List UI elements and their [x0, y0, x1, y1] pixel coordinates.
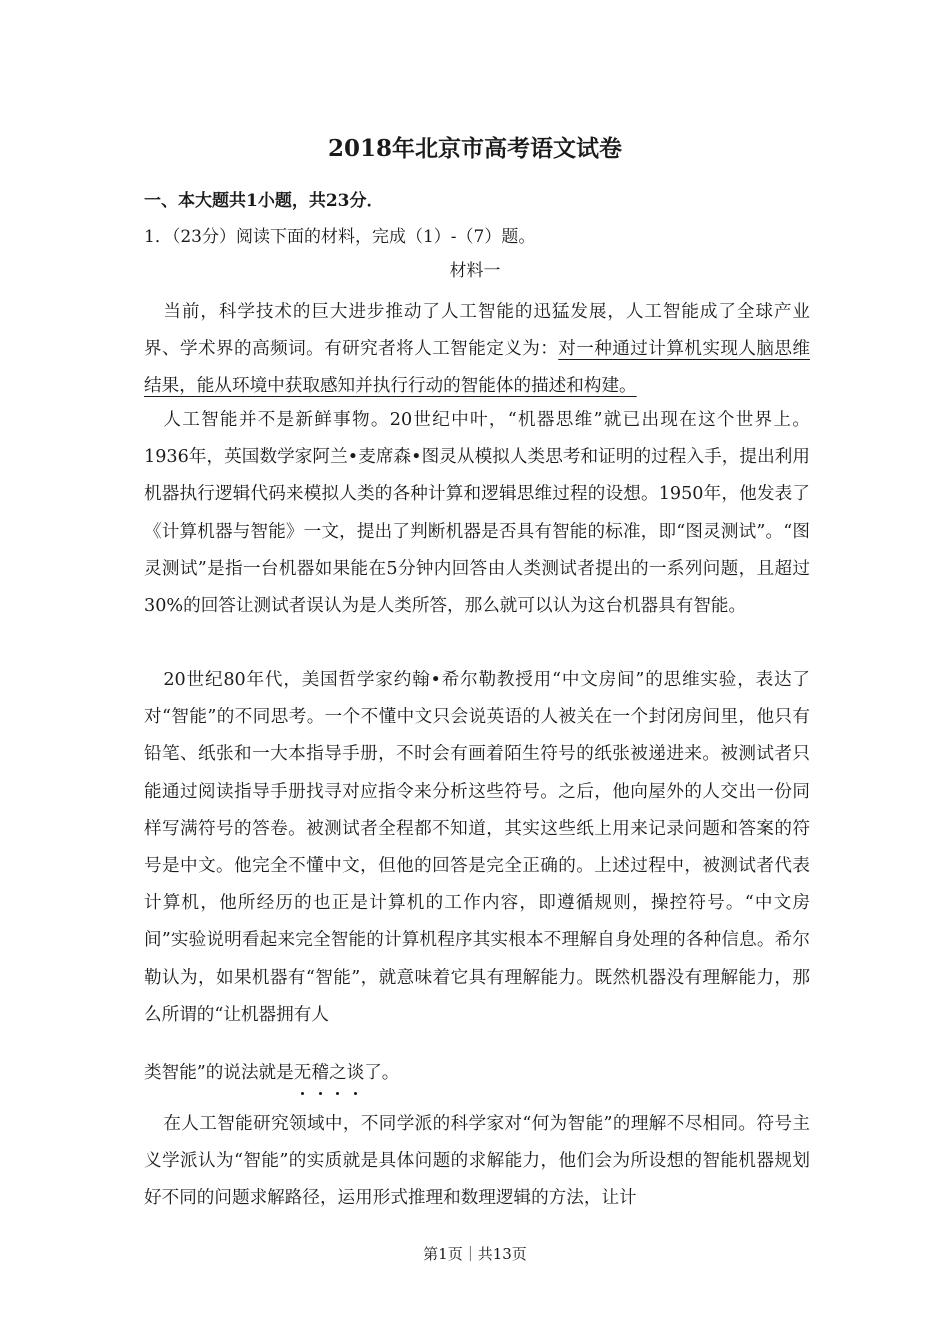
page-title: 2018年北京市高考语文试卷 [327, 135, 622, 162]
emphasis-char: 之 [329, 1058, 347, 1088]
emphasis-char: 谈 [347, 1058, 365, 1088]
paragraph-2: 人工智能并不是新鲜事物。20世纪中叶，“机器思维”就已出现在这个世界上。1936年，英国数学家阿兰•麦席森•图灵从模拟人类思考和证明的过程入手，提出利用机器执行逻辑代码来模拟人类的各种计算和逻辑思维过程的设想。1950年，他发表了《计算机器与智能》一文，提出了判断机器是否具有智能的标准，即“图灵测试”。“图灵测试”是指一台机器如果能在5分钟内回答由人类测试者提出的一系列问题，且超过30%的回答让测试者误认为是人类所答，那么就可以认为这台机器具有智能。 [144, 410, 810, 617]
paragraph-1-text: 当前，科学技术的巨大进步推动了人工智能的迅猛发展，人工智能成了全球产业界、学术界的高频词。有研究者将人工智能定义为： [144, 302, 810, 360]
paragraph-3: 20世纪80年代，美国哲学家约翰•希尔勒教授用“中文房间”的思维实验，表达了对“智能”的不同思考。一个不懂中文只会说英语的人被关在一个封闭房间里，他只有铅笔、纸张和一大本指导手册，不时会有画着陌生符号的纸张被递进来。被测试者只能通过阅读指导手册找寻对应指令来分析这些符号。之后，他向屋外的人交出一份同样写满符号的答卷。被测试者全程都不知道，其实这些纸上用来记录问题和答案的符号是中文。他完全不懂中文，但他的回答是完全正确的。上述过程中，被测试者代表计算机，他所经历的也正是计算机的工作内容，即遵循规则，操控符号。“中文房间”实验说明看起来完全智能的计算机程序其实根本不理解自身处理的各种信息。希尔勒认为，如果机器有“智能”，就意味着它具有理解能力。既然机器没有理解能力，那么所谓的“让机器拥有人 [144, 670, 810, 1025]
underlined-definition: 对一种通过计算机实现人脑思维结果，能从环境中获取感知并执行行动的智能体的描述和构建。 [144, 339, 810, 397]
page-footer: 第1页｜共13页 [423, 1245, 527, 1263]
section-heading: 一、本大题共1小题，共23分． [144, 191, 384, 211]
emphasis-char: 无 [294, 1058, 312, 1088]
question-prompt: 1．（23分）阅读下面的材料，完成（1）-（7）题。 [144, 227, 536, 247]
emphasis-char: 稽 [311, 1058, 329, 1088]
paragraph-3-last-line [144, 1058, 399, 1088]
last-line-prefix: 类智能”的说法就是 [144, 1063, 294, 1083]
emphasized-phrase [294, 1063, 364, 1083]
last-line-suffix: 了。 [364, 1063, 400, 1083]
paragraph-4: 在人工智能研究领域中，不同学派的科学家对“何为智能”的理解不尽相同。符号主义学派认为“智能”的实质就是具体问题的求解能力，他们会为所设想的智能机器规划好不同的问题求解路径，运用形式推理和数理逻辑的方法，让计 [144, 1114, 810, 1209]
material-heading: 材料一 [449, 261, 501, 281]
paragraph-1 [144, 294, 810, 406]
